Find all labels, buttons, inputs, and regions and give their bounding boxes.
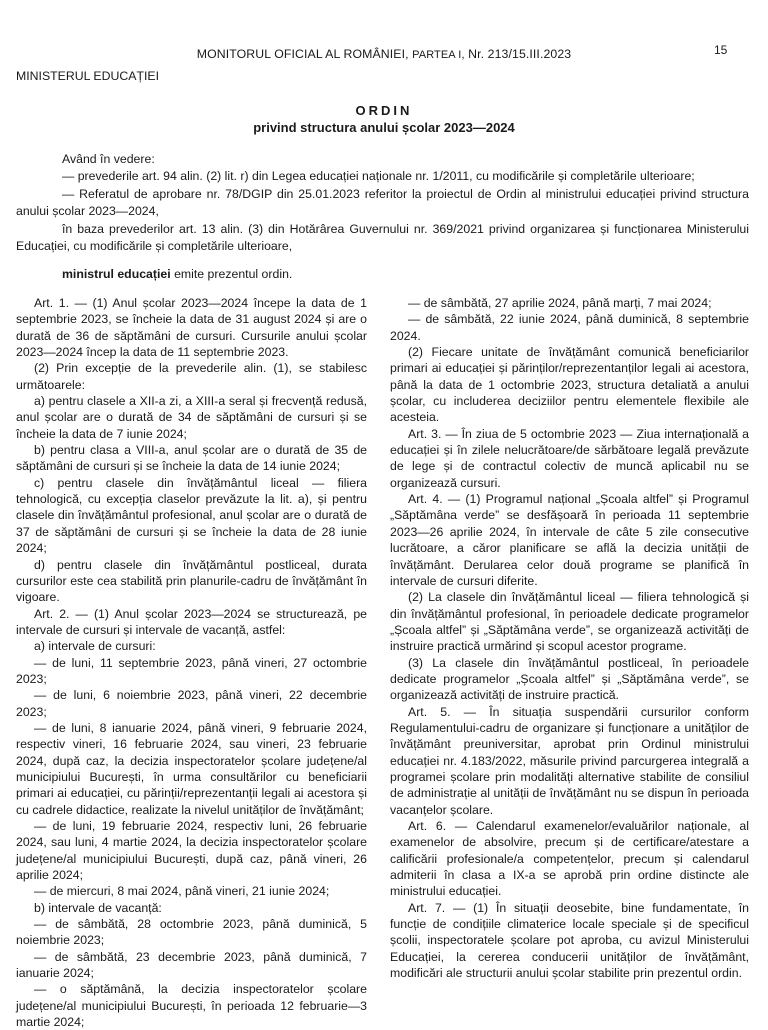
- paragraph: a) intervale de cursuri:: [34, 639, 156, 654]
- paragraph: Art. 5. — În situația suspendării cursurilor conform Regulamentului-cadru de organizare și funcționare a unităților de învățământ preuniversitar, aprobat prin Ordinul ministrului educației nr. 4.183/2022, măsurile privind parcurgerea integrală a programei școlare prin modalități alternative stabilite de consiliul de administrație al unității de învățământ nu se dispun în perioada vacanțelor școlare.: [390, 704, 749, 817]
- paragraph: b) pentru clasa a VIII-a, anul școlar are o durată de 35 de săptămâni de cursuri și se încheie la data de 14 iunie 2024;: [16, 443, 367, 474]
- page-number: 15: [714, 43, 728, 57]
- paragraph: — de luni, 19 februarie 2024, respectiv luni, 26 februarie 2024, sau luni, 4 martie 2024, la decizia inspectoratelor școlare județene/al municipiului București, după caz, până vineri, 26 aprilie 2024;: [16, 819, 367, 883]
- preamble-item: — Referatul de aprobare nr. 78/DGIP din 25.01.2023 referitor la proiectul de Ordin al ministrului educației privind structura anului școlar 2023—2024,: [16, 186, 749, 219]
- paragraph: Art. 3. — În ziua de 5 octombrie 2023 — Ziua internațională a educației și în zilele nelucrătoare/de sărbătoare legală prevăzute de lege și de contractul colectiv de muncă aplicabil nu se organizează cursuri.: [390, 426, 749, 490]
- paragraph: — o săptămână, la decizia inspectoratelor școlare județene/al municipiului București, în perioada 12 februarie—3 martie 2024;: [16, 982, 367, 1030]
- paragraph: Art. 4. — (1) Programul național „Școala altfel” și Programul „Săptămâna verde” se desfășoară în perioada 11 septembrie 2023—26 aprilie 2024, în intervale de câte 5 zile consecutive lucrătoare, a căror planificare se află la decizia unității de învățământ. Derularea celor două programe se planifică în intervale de cursuri diferite.: [390, 492, 749, 588]
- left-column: [16, 295, 367, 1030]
- paragraph: Art. 7. — (1) În situații deosebite, bine fundamentate, în funcție de condițiile climaterice locale speciale și de specificul școlii, inspectoratele școlare pot aproba, cu avizul Ministerului Educației, la cererea conducerii unităților de învățământ, modificări ale structurii anului școlar stabilite prin prezentul ordin.: [390, 900, 749, 981]
- preamble-item: — prevederile art. 94 alin. (2) lit. r) din Legea educației naționale nr. 1/2011, cu modificările și completările ulterioare;: [62, 169, 695, 184]
- paragraph: — de sâmbătă, 27 aprilie 2024, până marți, 7 mai 2024;: [408, 296, 712, 310]
- paragraph: (2) La clasele din învățământul liceal — filiera tehnologică și din învățământul profesional, în perioadele dedicate programelor „Școala altfel” și „Săptămâna verde”, se organizează activități de instruire practică urmărind și scopul acestor programe.: [390, 590, 749, 654]
- paragraph: — de luni, 8 ianuarie 2024, până vineri, 9 februarie 2024, respectiv vineri, 16 februarie 2024, sau vineri, 23 februarie 2024, după caz, la decizia inspectoratelor școlare județene/al municipiului București, în urma consultărilor cu beneficiarii primari ai educației, cu părinții/reprezentanții legali ai acestora și cu cadrele didactice, realizate la nivelul unităților de învățământ;: [16, 720, 367, 817]
- paragraph: — de miercuri, 8 mai 2024, până vineri, 21 iunie 2024;: [34, 884, 330, 899]
- right-column: [390, 295, 749, 981]
- document-subtitle: privind structura anului școlar 2023—2024: [253, 120, 515, 135]
- publication-name: MONITORUL OFICIAL AL ROMÂNIEI,: [196, 47, 409, 61]
- paragraph: d) pentru clasele din învățământul postliceal, durata cursurilor este cea stabilită prin planurile-cadru de învățământ în vigoare.: [16, 557, 367, 605]
- paragraph: Art. 1. — (1) Anul școlar 2023—2024 începe la data de 1 septembrie 2023, se încheie la data de 31 august 2024 și are o durată de 36 de săptămâni de cursuri. Cursurile anului școlar 2023—2024 încep la data de 11 septembrie 2023.: [16, 296, 367, 360]
- paragraph: c) pentru clasele din învățământul liceal — filiera tehnologică, cu excepția claselor prevăzute la lit. a), și pentru clasele din învățământul profesional, anul școlar are o durată de 37 de săptămâni de cursuri și se încheie la data de 28 iunie 2024;: [16, 475, 367, 556]
- paragraph: (2) Fiecare unitate de învățământ comunică beneficiarilor primari ai educației și părinților/reprezentanților legali ai acestora, până la data de 1 octombrie 2023, structura detaliată a anului școlar, cu includerea deciziilor pentru elementele flexibile ale acesteia.: [390, 345, 749, 425]
- paragraph: (2) Prin excepție de la prevederile alin. (1), se stabilesc următoarele:: [16, 361, 367, 392]
- document-title: ORDIN: [355, 103, 413, 118]
- page-header: [0, 47, 768, 61]
- emitter: ministrul educației: [62, 267, 171, 282]
- paragraph: — de sâmbătă, 22 iunie 2024, până duminică, 8 septembrie 2024.: [390, 312, 749, 343]
- preamble-item: în baza prevederilor art. 13 alin. (3) din Hotărârea Guvernului nr. 369/2021 privind organizarea și funcționarea Ministerului Educației, cu modificările și completările ulterioare,: [16, 221, 749, 254]
- emission-text: emite prezentul ordin.: [170, 267, 293, 282]
- paragraph: (3) La clasele din învățământul postliceal, în perioadele dedicate programelor „Școala altfel” și „Săptămâna verde”, se organizează activități de instruire practică.: [390, 655, 749, 703]
- paragraph: — de sâmbătă, 23 decembrie 2023, până duminică, 7 ianuarie 2024;: [16, 949, 367, 981]
- paragraph: Art. 6. — Calendarul examenelor/evaluărilor naționale, al examenelor de absolvire, precum și de certificare/atestare a calificării profesionale/a competențelor, precum și calendarul admiterii în clasa a IX-a se aprobă prin ordine distincte ale ministrului educației.: [390, 819, 749, 899]
- paragraph: — de luni, 6 noiembrie 2023, până vineri, 22 decembrie 2023;: [16, 688, 367, 719]
- paragraph: a) pentru clasele a XII-a zi, a XIII-a seral și frecvență redusă, anul școlar are o durată de 34 de săptămâni de cursuri și se încheie la data de 7 iunie 2024;: [16, 394, 367, 441]
- paragraph: Art. 2. — (1) Anul școlar 2023—2024 se structurează, pe intervale de cursuri și intervale de vacanță, astfel:: [16, 606, 367, 637]
- publication-issue: Nr. 213/15.III.2023: [468, 47, 572, 61]
- preamble: [16, 151, 749, 284]
- publication-part: PARTEA I,: [412, 49, 465, 61]
- paragraph: — de sâmbătă, 28 octombrie 2023, până duminică, 5 noiembrie 2023;: [16, 917, 367, 948]
- preamble-intro: Având în vedere:: [62, 152, 155, 166]
- paragraph: — de luni, 11 septembrie 2023, până vineri, 27 octombrie 2023;: [16, 655, 367, 686]
- emission-clause: [16, 266, 749, 283]
- ministry-name: MINISTERUL EDUCAȚIEI: [16, 69, 160, 83]
- paragraph: b) intervale de vacanță:: [34, 900, 162, 915]
